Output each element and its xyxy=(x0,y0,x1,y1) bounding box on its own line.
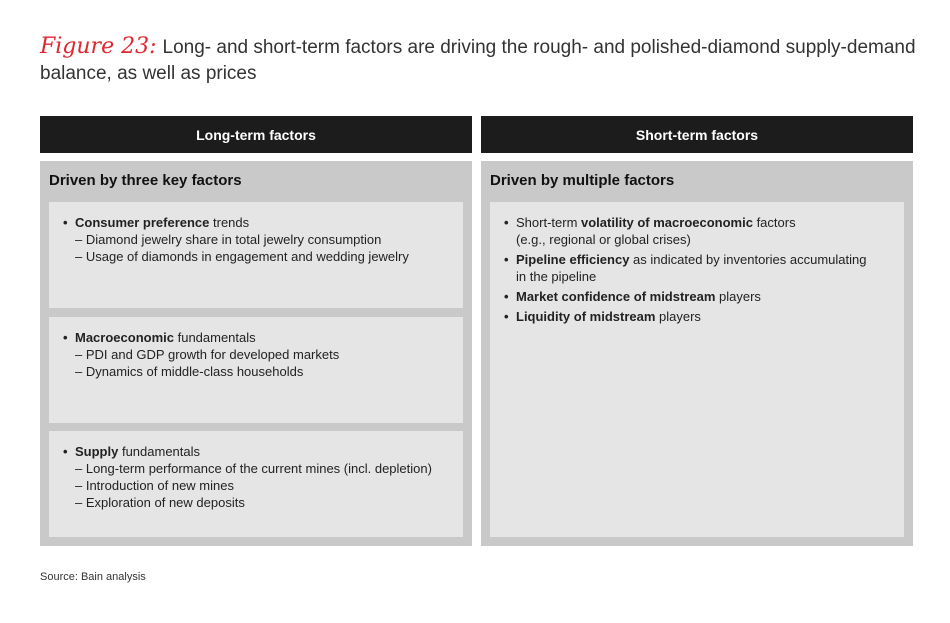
bullet-item: • Short-term volatility of macroeconomic factors (e.g., regional or global crises) xyxy=(502,214,892,248)
figure-title xyxy=(40,34,920,87)
short-term-heading: Driven by multiple factors xyxy=(490,172,675,189)
sub-item: – PDI and GDP growth for developed markets xyxy=(75,347,340,362)
short-term-header: Short-term factors xyxy=(481,116,913,153)
bullet-item: • Pipeline efficiency as indicated by inventories accumulating in the pipeline xyxy=(502,251,892,285)
sub-item: – Exploration of new deposits xyxy=(75,495,245,510)
long-term-heading: Driven by three key factors xyxy=(49,172,242,189)
short-term-box xyxy=(490,202,904,537)
bullet-item: • Liquidity of midstream players xyxy=(502,308,892,325)
bullet-item: • Supply fundamentals xyxy=(61,443,432,460)
sub-item: – Introduction of new mines xyxy=(75,478,234,493)
bullet-item: • Market confidence of midstream players xyxy=(502,288,892,305)
macroeconomic-box xyxy=(49,317,463,423)
figure-label: Figure 23: xyxy=(40,34,157,59)
sub-item: – Diamond jewelry share in total jewelry consumption xyxy=(75,232,382,247)
bullet-item: • Macroeconomic fundamentals xyxy=(61,329,339,346)
consumer-preference-box xyxy=(49,202,463,308)
supply-box xyxy=(49,431,463,537)
short-term-panel xyxy=(481,161,913,546)
source-note: Source: Bain analysis xyxy=(40,571,146,583)
long-term-panel xyxy=(40,161,472,546)
long-term-header: Long-term factors xyxy=(40,116,472,153)
sub-item: – Dynamics of middle-class households xyxy=(75,364,304,379)
bullet-item: • Consumer preference trends xyxy=(61,214,409,231)
sub-item: – Usage of diamonds in engagement and wedding jewelry xyxy=(75,249,409,264)
sub-item: – Long-term performance of the current mines (incl. depletion) xyxy=(75,461,432,476)
figure-title-text: Long- and short-term factors are driving the rough- and polished-diamond supply-demand balance, as well as prices xyxy=(40,37,916,84)
